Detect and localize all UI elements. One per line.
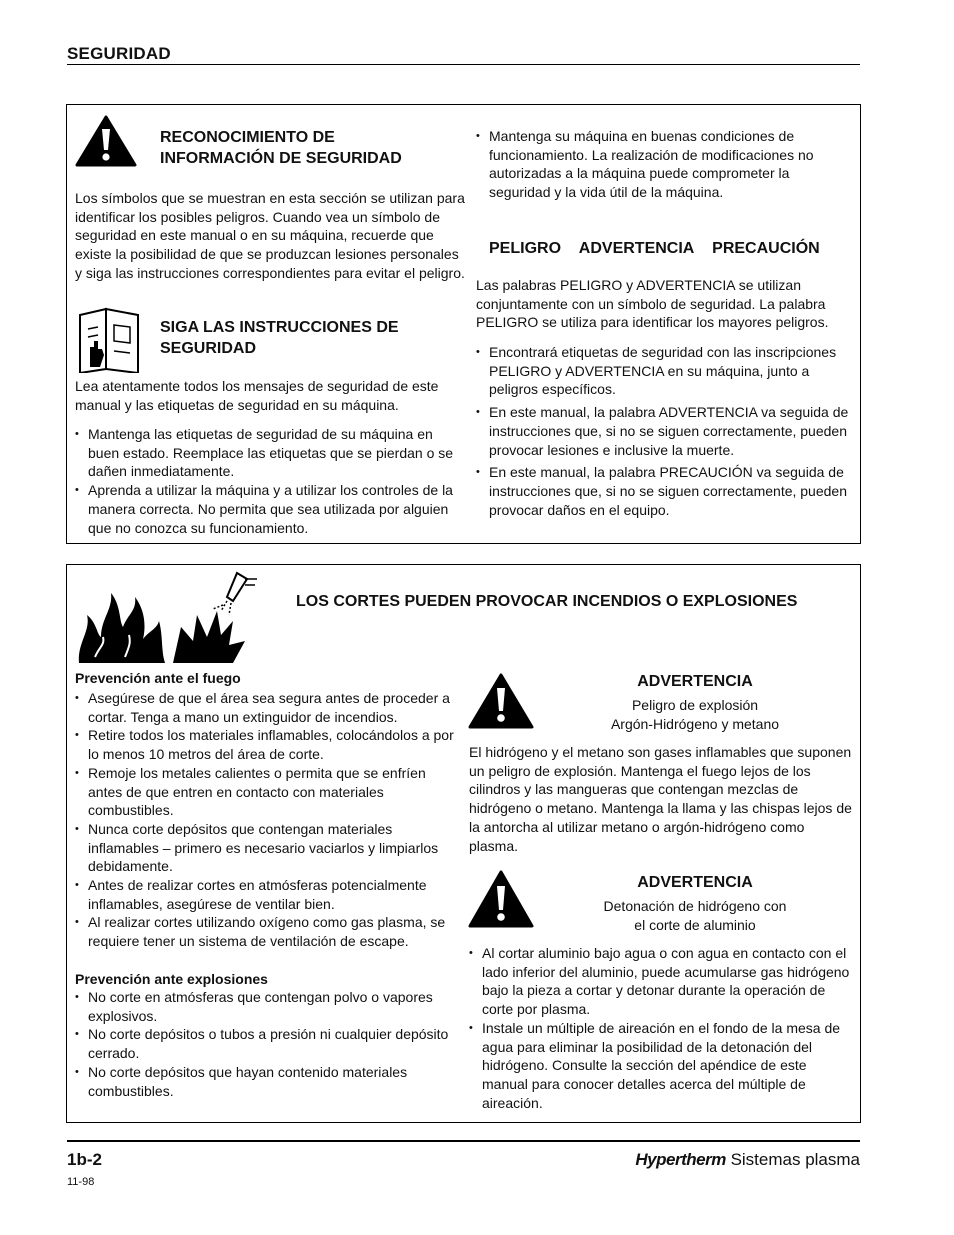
warning-1-line2: Argón-Hidrógeno y metano [610,715,780,732]
warning-1-title: ADVERTENCIA [637,673,753,690]
list-item: • Mantenga las etiquetas de seguridad de su máquina en buen estado. Reemplace las etiquetas que se pierdan o se dañen inmediatamente. [75,425,461,481]
warning-2-bullets [469,944,854,1112]
revision-date: 11-98 [67,1176,95,1188]
header-rule [67,64,860,65]
warning-2-title: ADVERTENCIA [637,874,753,891]
footer-brand [635,1150,860,1170]
list-item: • No corte depósitos que hayan contenido materiales combustibles. [75,1063,460,1100]
brand-logo: Hypertherm [635,1150,726,1169]
warning-1-header [535,671,855,733]
follow-heading: SIGA LAS INSTRUCCIONES DE SEGURIDAD [160,319,399,357]
fire-icon [75,587,167,665]
page-number: 1b-2 [67,1150,102,1169]
warning-triangle-icon [468,673,534,729]
fire-prevention-heading: Prevención ante el fuego [75,670,241,686]
product-name: Sistemas plasma [730,1150,860,1169]
follow-bullets [75,425,461,537]
signal-words-bullets [476,343,851,519]
warning-2-line1: Detonación de hidrógeno con [603,898,787,914]
section-title: SEGURIDAD [67,44,171,63]
box-title: LOS CORTES PUEDEN PROVOCAR INCENDIOS O EXPLOSIONES [296,593,798,610]
warning-1-body: El hidrógeno y el metano son gases inflamables que suponen un peligro de explosión. Mantenga el fuego lejos de los cilindros y las mangueras que contengan mezclas de hidrógeno o metano. Mantenga la llama y las chispas lejos de la antorcha al utilizar metano o argón-hidrógeno como plasma. [469,744,852,854]
fire-explosion-box [66,564,861,1123]
list-item: • No corte en atmósferas que contengan polvo o vapores explosivos. [75,988,460,1025]
explosion-prevention-heading: Prevención ante explosiones [75,971,268,987]
signal-words-body: Las palabras PELIGRO y ADVERTENCIA se utilizan conjuntamente con un símbolo de seguridad. La palabra PELIGRO se utiliza para identificar los mayores peligros. [476,277,829,331]
list-item: • Encontrará etiquetas de seguridad con las inscripciones PELIGRO y ADVERTENCIA en su máquina, junto a peligros específicos. [476,343,851,399]
list-item: • Aprenda a utilizar la máquina y a utilizar los controles de la manera correcta. No permita que sea utilizada por alguien que no conozca su funcionamiento. [75,481,461,537]
warning-triangle-icon [468,870,534,928]
torch-explosion-icon [171,571,261,665]
recognize-body: Los símbolos que se muestran en esta sección se utilizan para identificar los posibles peligros. Cuando vea un símbolo de seguridad en este manual o en su máquina, recuerde que existe la posibilidad de que se produzcan lesiones personales y siga las instrucciones correspondientes para evitar el peligro. [75,190,465,281]
maintenance-bullet [476,127,846,202]
explosion-prevention-bullets [75,988,460,1100]
list-item: • Nunca corte depósitos que contengan materiales inflamables – primero es necesario vaciarlos y limpiarlos debidamente. [75,820,460,876]
list-item: • Asegúrese de que el área sea segura antes de proceder a cortar. Tenga a mano un extinguidor de incendios. [75,689,460,726]
list-item: • En este manual, la palabra PRECAUCIÓN va seguida de instrucciones que, si no se siguen correctamente, pueden provocar daños en el equipo. [476,463,851,519]
recognize-heading: RECONOCIMIENTO DE INFORMACIÓN DE SEGURIDAD [160,129,402,167]
fire-prevention-bullets [75,689,460,951]
list-item: • No corte depósitos o tubos a presión ni cualquier depósito cerrado. [75,1025,460,1062]
warning-1-line1: Peligro de explosión [631,697,759,713]
signal-words-heading: PELIGRO ADVERTENCIA PRECAUCIÓN [489,240,820,257]
list-item: • Al realizar cortes utilizando oxígeno como gas plasma, se requiere tener un sistema de ventilación de escape. [75,913,460,950]
warning-triangle-icon [75,115,137,167]
list-item: • Mantenga su máquina en buenas condiciones de funcionamiento. La realización de modificaciones no autorizadas a la máquina puede comprometer la seguridad y la vida útil de la máquina. [476,127,846,202]
list-item: • Remoje los metales calientes o permita que se enfríen antes de que entren en contacto con materiales combustibles. [75,764,460,820]
list-item: • Al cortar aluminio bajo agua o con agua en contacto con el lado inferior del aluminio, puede acumularse gas hidrógeno bajo la pieza a cortar y detonar durante la operación de corte por plasma. [469,944,854,1019]
list-item: • Instale un múltiple de aireación en el fondo de la mesa de agua para eliminar la posibilidad de la detonación del hidrógeno. Consulte la sección del apéndice de este manual para conocer detalles acerca del múltiple de aireación. [469,1019,854,1113]
list-item: • Retire todos los materiales inflamables, colocándolos a por lo menos 10 metros del área de corte. [75,726,460,763]
list-item: • En este manual, la palabra ADVERTENCIA va seguida de instrucciones que, si no se siguen correctamente, pueden provocar lesiones e inclusive la muerte. [476,403,851,459]
list-item: • Antes de realizar cortes en atmósferas potencialmente inflamables, asegúrese de ventilar bien. [75,876,460,913]
safety-info-box [66,104,861,544]
warning-2-header [535,872,855,934]
follow-body: Lea atentamente todos los mensajes de seguridad de este manual y las etiquetas de seguridad en su máquina. [75,378,439,413]
read-manual-icon [78,307,142,373]
footer-rule [67,1140,860,1142]
warning-2-line2: el corte de aluminio [634,916,756,933]
